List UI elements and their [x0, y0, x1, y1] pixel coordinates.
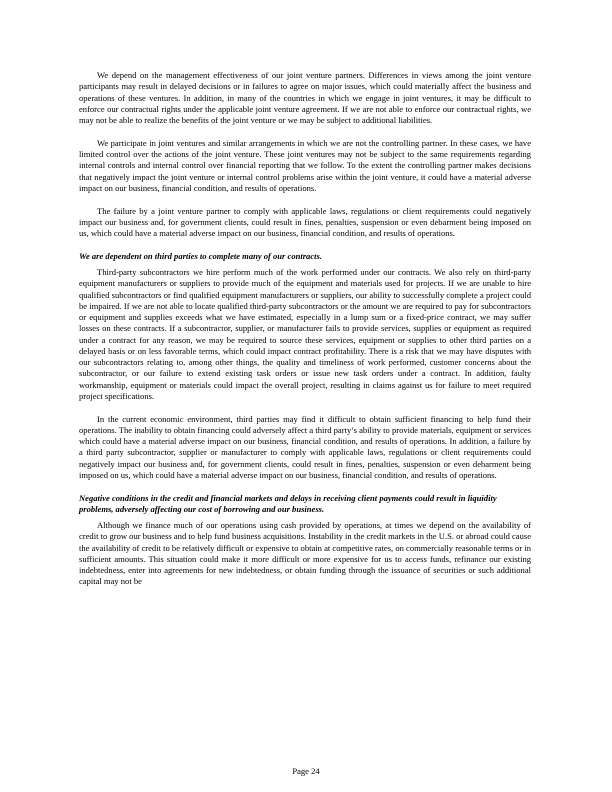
page-number: Page 24	[292, 766, 320, 776]
paragraph-third-party-financing: In the current economic environment, third parties may find it difficult to obtain sufficient financing to help fund their operations. The inability to obtain financing could adversely affect a third party’s ability to provide materials, equipment or services which could have a material adverse impact on our business, financial condition, and results of operations. In addition, a failure by a third party subcontractor, supplier or manufacturer to comply with applicable laws, regulations or client requirements could negatively impact our business and, for government clients, could result in fines, penalties, suspension or even debarment being imposed on us, which could have a material adverse impact on our business, financial condition, and results of operations.	[79, 413, 531, 480]
paragraph-credit-availability: Although we finance much of our operations using cash provided by operations, at times we depend on the availability of credit to grow our business and to help fund business acquisitions. Instability in the credit markets in the U.S. or abroad could cause the availability of credit to be relatively difficult or expensive to obtain at competitive rates, on commercially reasonable terms or in sufficient amounts. This situation could make it more difficult or more expensive for us to access funds, refinance our existing indebtedness, enter into agreements for new indebtedness, or obtain funding through the issuance of securities or such additional capital may not be	[79, 520, 531, 587]
document-body	[79, 70, 531, 588]
paragraph-joint-venture-compliance: The failure by a joint venture partner to comply with applicable laws, regulations or client requirements could negatively impact our business and, for government clients, could result in fines, penalties, suspension or even debarment being imposed on us, which could have a material adverse impact on our business, financial condition, and results of operations.	[79, 205, 531, 238]
paragraph-third-party-subcontractors: Third-party subcontractors we hire perform much of the work performed under our contracts. We also rely on third-party equipment manufacturers or suppliers to provide much of the equipment and materials used for projects. If we are unable to hire qualified subcontractors or find qualified equipment manufacturers or suppliers, our ability to successfully complete a project could be impaired. If we are not able to locate qualified third-party subcontractors or the amount we are required to pay for subcontractors or equipment and supplies exceeds what we have estimated, especially in a lump sum or a fixed-price contract, we may suffer losses on these contracts. If a subcontractor, supplier, or manufacturer fails to provide services, supplies or equipment as required under a contract for any reason, we may be required to source these services, equipment or supplies to other third parties on a delayed basis or on less favorable terms, which could impact contract profitability. There is a risk that we may have disputes with our subcontractors relating to, among other things, the quality and timeliness of work performed, customer concerns about the subcontractor, or our failure to extend existing task orders or issue new task orders under a contract. In addition, faulty workmanship, equipment or materials could impact the overall project, resulting in claims against us for failure to meet required project specifications.	[79, 267, 531, 401]
paragraph-joint-venture-control: We participate in joint ventures and similar arrangements in which we are not the controlling partner. In these cases, we have limited control over the actions of the joint venture. These joint ventures may not be subject to the same requirements regarding internal controls and internal control over financial reporting that we follow. To the extent the controlling partner makes decisions that negatively impact the joint venture or internal control problems arise within the joint venture, it could have a material adverse impact on our business, financial condition, and results of operations.	[79, 137, 531, 193]
paragraph-joint-venture-management: We depend on the management effectiveness of our joint venture partners. Differences in views among the joint venture participants may result in delayed decisions or in failures to agree on major issues, which could materially affect the business and operations of these ventures. In addition, in many of the countries in which we engage in joint ventures, it may be difficult to enforce our contractual rights under the applicable joint venture agreement. If we are not able to enforce our contractual rights, we may not be able to realize the benefits of the joint venture or we may be subject to additional liabilities.	[79, 70, 531, 125]
section-heading-credit-markets: Negative conditions in the credit and financial markets and delays in receiving client payments could result in liquidity problems, adversely affecting our cost of borrowing and our business.	[79, 492, 497, 514]
section-heading-third-parties: We are dependent on third parties to complete many of our contracts.	[79, 250, 322, 261]
